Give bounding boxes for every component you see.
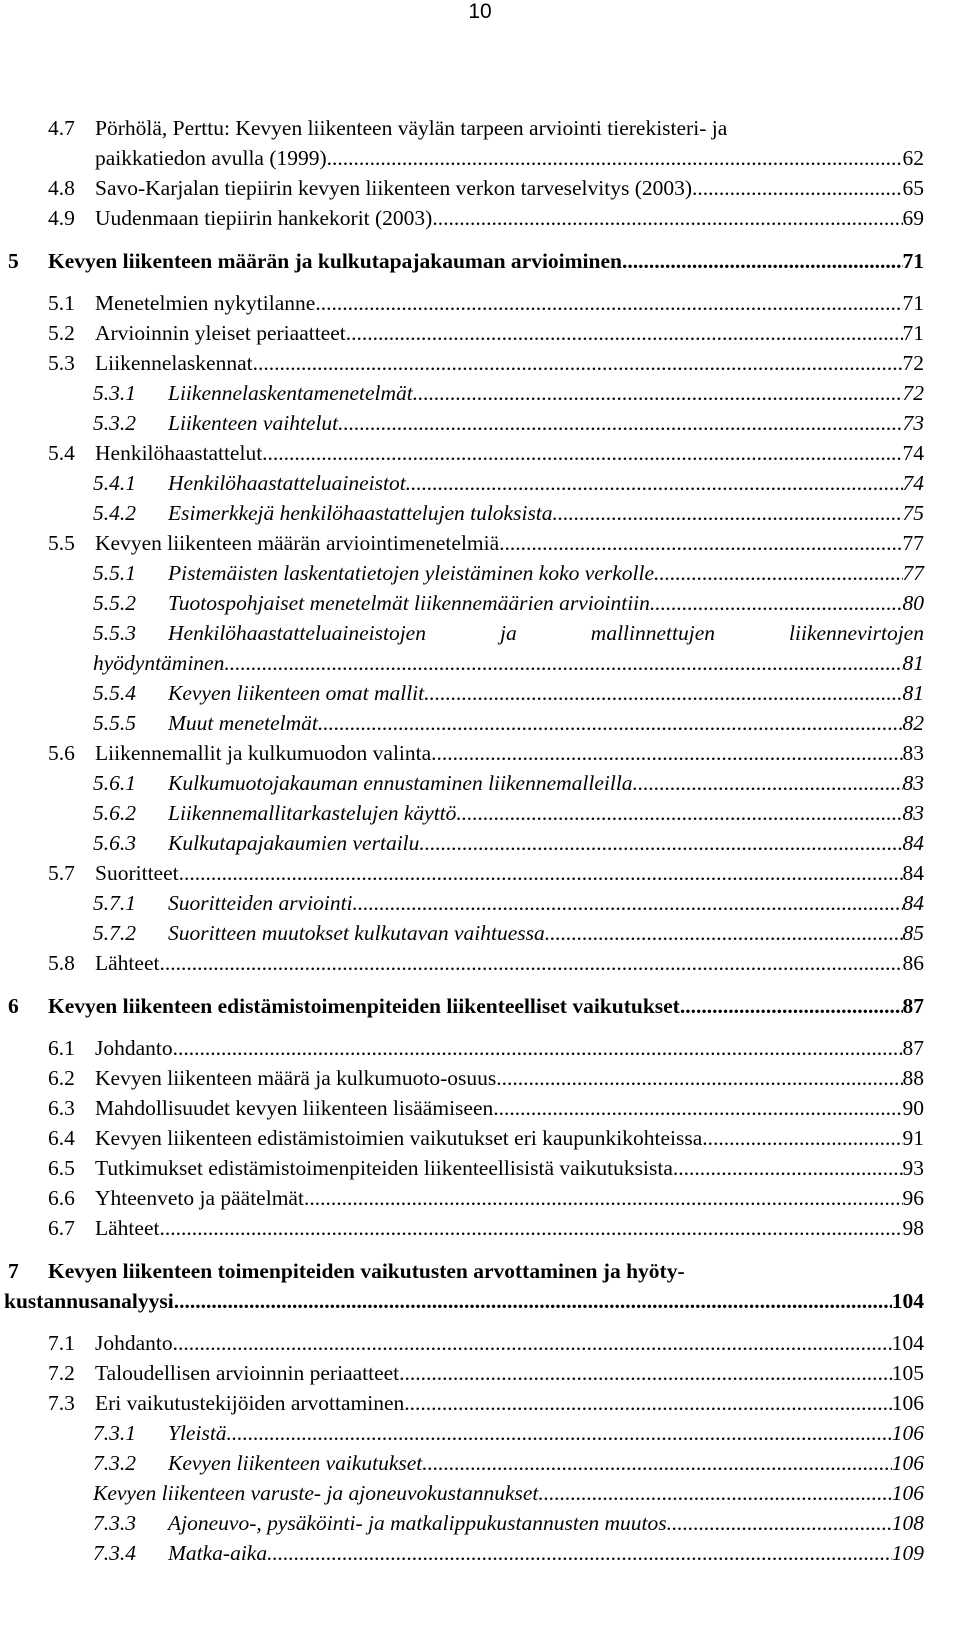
toc-entry-number: 5.6.3 — [93, 831, 136, 855]
toc-entry-page: 69 — [902, 206, 924, 230]
toc-entry-number: 5.7.2 — [93, 921, 136, 945]
toc-entry-number: 5.3 — [48, 351, 75, 375]
toc-entry-title: Kevyen liikenteen määrän arviointimenetelmiä — [95, 531, 500, 555]
toc-entry-number: 5.1 — [48, 291, 75, 315]
toc-leader-dots — [179, 860, 903, 886]
page-number: 10 — [468, 0, 492, 23]
toc-entry-title: Pörhölä, Perttu: Kevyen liikenteen väylän tarpeen arviointi tierekisteri- ja — [95, 116, 728, 140]
toc-entry-line — [168, 680, 924, 706]
toc-leader-dots — [413, 380, 903, 406]
toc-leader-dots — [174, 1288, 892, 1314]
toc-entry-page: 98 — [902, 1216, 924, 1240]
toc-entry-page: 71 — [902, 249, 924, 273]
toc-leader-dots — [262, 440, 902, 466]
toc-entry-title: Matka-aika — [168, 1541, 268, 1565]
toc-entry-page: 75 — [902, 501, 924, 525]
toc-entry-number: 6.7 — [48, 1216, 75, 1240]
toc-entry-page: 81 — [902, 681, 924, 705]
toc-entry-title: Kevyen liikenteen edistämistoimenpiteiden liikenteelliset vaikutukset — [48, 994, 680, 1018]
toc-leader-dots — [432, 205, 902, 231]
toc-leader-dots — [173, 1035, 903, 1061]
toc-entry-title: Kevyen liikenteen määrän ja kulkutapajakauman arvioiminen — [48, 249, 622, 273]
toc-entry-line — [168, 830, 924, 856]
toc-entry-number: 6.3 — [48, 1096, 75, 1120]
toc-entry-title-cont: kustannusanalyysi — [4, 1289, 174, 1313]
toc-entry-page: 96 — [902, 1186, 924, 1210]
toc-entry-line — [95, 1155, 924, 1181]
toc-entry-number: 5.6.1 — [93, 771, 136, 795]
toc-entry-number: 4.7 — [48, 116, 75, 140]
toc-entry-line — [95, 1065, 924, 1091]
toc-leader-dots — [545, 920, 903, 946]
toc-entry-line — [93, 1480, 924, 1506]
toc-entry-page: 104 — [891, 1331, 924, 1355]
toc-entry-page: 80 — [902, 591, 924, 615]
toc-entry-title — [168, 620, 924, 646]
toc-entry-number: 4.9 — [48, 206, 75, 230]
toc-entry-line — [95, 320, 924, 346]
toc-entry-page: 77 — [902, 531, 924, 555]
toc-entry-line — [95, 1095, 924, 1121]
toc-entry-title: Liikennelaskentamenetelmät — [168, 381, 413, 405]
toc-entry-title: Lähteet — [95, 951, 160, 975]
toc-entry-title: Kulkutapajakaumien vertailu — [168, 831, 420, 855]
toc-title-word: Henkilöhaastatteluaineistojen — [168, 621, 426, 645]
toc-leader-dots — [173, 1330, 892, 1356]
toc-entry-page: 106 — [891, 1451, 924, 1475]
toc-entry-line — [168, 920, 924, 946]
toc-entry-title: Liikennelaskennat — [95, 351, 253, 375]
toc-entry-page: 81 — [902, 651, 924, 675]
toc-entry-line — [168, 1450, 924, 1476]
toc-entry-line — [168, 890, 924, 916]
toc-entry-title: Liikenteen vaihtelut — [168, 411, 339, 435]
toc-leader-dots — [456, 800, 902, 826]
toc-leader-dots — [633, 770, 903, 796]
toc-entry-line — [4, 1288, 924, 1314]
toc-entry-line — [95, 1360, 924, 1386]
toc-entry-number: 5.7.1 — [93, 891, 136, 915]
toc-entry-line — [168, 380, 924, 406]
toc-entry-page: 84 — [902, 831, 924, 855]
toc-entry-page: 90 — [902, 1096, 924, 1120]
toc-entry-title: Johdanto — [95, 1036, 173, 1060]
toc-entry-title-cont: hyödyntäminen — [93, 651, 225, 675]
toc-entry-line — [168, 710, 924, 736]
toc-entry-line — [95, 145, 924, 171]
toc-entry-page: 86 — [902, 951, 924, 975]
toc-leader-dots — [702, 1125, 902, 1151]
toc-entry-title: Kevyen liikenteen varuste- ja ajoneuvokustannukset — [93, 1481, 539, 1505]
toc-entry-line — [95, 740, 924, 766]
toc-entry-line — [95, 440, 924, 466]
toc-entry-line — [168, 800, 924, 826]
toc-entry-number: 5.6 — [48, 741, 75, 765]
toc-entry-line — [95, 350, 924, 376]
toc-entry-page: 109 — [891, 1541, 924, 1565]
toc-entry-title: Liikennemallit ja kulkumuodon valinta — [95, 741, 432, 765]
toc-entry-line — [95, 1035, 924, 1061]
toc-entry-page: 83 — [902, 801, 924, 825]
toc-entry-page: 77 — [902, 561, 924, 585]
toc-entry-number: 5 — [8, 249, 19, 273]
toc-entry-title: Tuotospohjaiset menetelmät liikennemäärien arviointiin — [168, 591, 650, 615]
toc-entry-number: 7.3.4 — [93, 1541, 136, 1565]
toc-leader-dots — [422, 1450, 891, 1476]
toc-title-word: liikennevirtojen — [789, 621, 924, 645]
toc-entry-number: 5.4.2 — [93, 501, 136, 525]
toc-leader-dots — [667, 1510, 892, 1536]
toc-title-word: ja — [500, 621, 517, 645]
toc-leader-dots — [424, 680, 902, 706]
toc-entry-line — [95, 175, 924, 201]
toc-entry-title: Mahdollisuudet kevyen liikenteen lisäämiseen — [95, 1096, 494, 1120]
toc-entry-page: 93 — [902, 1156, 924, 1180]
toc-leader-dots — [673, 1155, 903, 1181]
toc-entry-page: 83 — [902, 771, 924, 795]
toc-entry-page: 71 — [902, 291, 924, 315]
toc-entry-number: 7.2 — [48, 1361, 75, 1385]
toc-entry-page: 62 — [902, 146, 924, 170]
toc-leader-dots — [419, 830, 902, 856]
toc-entry-title: Suoritteet — [95, 861, 179, 885]
toc-entry-number: 5.6.2 — [93, 801, 136, 825]
toc-entry-number: 7.3.1 — [93, 1421, 136, 1445]
toc-entry-page: 84 — [902, 891, 924, 915]
toc-entry-line — [168, 470, 924, 496]
toc-entry-number: 6.2 — [48, 1066, 75, 1090]
toc-entry-number: 5.3.1 — [93, 381, 136, 405]
toc-leader-dots — [267, 1540, 892, 1566]
toc-leader-dots — [224, 650, 902, 676]
toc-entry-title: Liikennemallitarkastelujen käyttö — [168, 801, 457, 825]
toc-entry-number: 5.5.5 — [93, 711, 136, 735]
toc-entry-number: 5.5.1 — [93, 561, 136, 585]
toc-entry-number: 5.7 — [48, 861, 75, 885]
toc-entry-number: 5.5 — [48, 531, 75, 555]
toc-entry-number: 5.5.4 — [93, 681, 136, 705]
toc-entry-number: 5.8 — [48, 951, 75, 975]
toc-entry-title: Suoritteiden arviointi — [168, 891, 353, 915]
toc-leader-dots — [338, 410, 902, 436]
toc-leader-dots — [499, 530, 902, 556]
toc-entry-page: 106 — [891, 1391, 924, 1415]
toc-leader-dots — [353, 890, 903, 916]
toc-entry-page: 108 — [891, 1511, 924, 1535]
toc-leader-dots — [346, 320, 903, 346]
toc-entry-line — [95, 1125, 924, 1151]
toc-entry-line — [168, 410, 924, 436]
toc-entry-title: Tutkimukset edistämistoimenpiteiden liikenteellisistä vaikutuksista — [95, 1156, 673, 1180]
toc-entry-page: 74 — [902, 441, 924, 465]
toc-leader-dots — [399, 1360, 892, 1386]
toc-entry-page: 87 — [902, 1036, 924, 1060]
toc-entry-number: 6.6 — [48, 1186, 75, 1210]
toc-entry-title: Taloudellisen arvioinnin periaatteet — [95, 1361, 400, 1385]
toc-entry-page: 91 — [902, 1126, 924, 1150]
toc-entry-number: 6.5 — [48, 1156, 75, 1180]
toc-entry-page: 82 — [902, 711, 924, 735]
toc-entry-number: 7 — [8, 1259, 19, 1283]
toc-entry-page: 65 — [902, 176, 924, 200]
toc-entry-page: 72 — [902, 381, 924, 405]
toc-entry-title: Ajoneuvo-, pysäköinti- ja matkalippukustannusten muutos — [168, 1511, 667, 1535]
toc-entry-page: 74 — [902, 471, 924, 495]
toc-entry-title: Lähteet — [95, 1216, 160, 1240]
toc-entry-title: Kevyen liikenteen toimenpiteiden vaikutusten arvottaminen ja hyöty- — [48, 1259, 685, 1283]
toc-entry-number: 7.3 — [48, 1391, 75, 1415]
toc-entry-line — [168, 770, 924, 796]
toc-entry-title: Johdanto — [95, 1331, 173, 1355]
toc-entry-title: Uudenmaan tiepiirin hankekorit (2003) — [95, 206, 433, 230]
toc-entry-number: 7.3.3 — [93, 1511, 136, 1535]
toc-leader-dots — [227, 1420, 892, 1446]
toc-entry-title: Kevyen liikenteen määrä ja kulkumuoto-osuus — [95, 1066, 497, 1090]
toc-entry-line — [95, 1215, 924, 1241]
toc-entry-page: 104 — [891, 1289, 924, 1313]
toc-leader-dots — [431, 740, 902, 766]
toc-entry-number: 5.3.2 — [93, 411, 136, 435]
toc-entry-line — [95, 1330, 924, 1356]
toc-entry-number: 5.2 — [48, 321, 75, 345]
toc-entry-line — [168, 1420, 924, 1446]
toc-leader-dots — [318, 710, 903, 736]
toc-entry-title: Kevyen liikenteen vaikutukset — [168, 1451, 423, 1475]
toc-entry-number: 5.5.3 — [93, 621, 136, 645]
toc-entry-title: Yhteenveto ja päätelmät — [95, 1186, 304, 1210]
toc-entry-title: Pistemäisten laskentatietojen yleistäminen koko verkolle — [168, 561, 654, 585]
toc-leader-dots — [650, 590, 903, 616]
toc-entry-page: 73 — [902, 411, 924, 435]
toc-entry-page: 71 — [902, 321, 924, 345]
toc-entry-number: 6.1 — [48, 1036, 75, 1060]
toc-entry-title: Muut menetelmät — [168, 711, 318, 735]
toc-leader-dots — [304, 1185, 903, 1211]
toc-entry-number: 5.4.1 — [93, 471, 136, 495]
toc-leader-dots — [493, 1095, 902, 1121]
toc-entry-page: 83 — [902, 741, 924, 765]
toc-leader-dots — [553, 500, 903, 526]
toc-entry-line — [48, 248, 924, 274]
toc-leader-dots — [253, 350, 903, 376]
toc-entry-title: Kulkumuotojakauman ennustaminen liikennemalleilla — [168, 771, 633, 795]
toc-entry-line — [95, 1185, 924, 1211]
toc-entry-line — [95, 860, 924, 886]
toc-entry-title: Kevyen liikenteen edistämistoimien vaikutukset eri kaupunkikohteissa — [95, 1126, 703, 1150]
toc-entry-number: 7.1 — [48, 1331, 75, 1355]
toc-entry-title-cont: paikkatiedon avulla (1999) — [95, 146, 327, 170]
toc-entry-title: Yleistä — [168, 1421, 227, 1445]
toc-entry-title: Esimerkkejä henkilöhaastattelujen tuloksista — [168, 501, 553, 525]
toc-title-word: mallinnettujen — [590, 621, 715, 645]
toc-entry-number: 6 — [8, 994, 19, 1018]
toc-entry-page: 85 — [902, 921, 924, 945]
toc-leader-dots — [654, 560, 903, 586]
toc-entry-line — [168, 1510, 924, 1536]
toc-entry-title: Arvioinnin yleiset periaatteet — [95, 321, 346, 345]
toc-entry-page: 106 — [891, 1421, 924, 1445]
toc-leader-dots — [496, 1065, 902, 1091]
toc-entry-line — [95, 290, 924, 316]
toc-entry-title: Savo-Karjalan tiepiirin kevyen liikenteen verkon tarveselvitys (2003) — [95, 176, 693, 200]
toc-leader-dots — [692, 175, 902, 201]
toc-entry-page: 88 — [902, 1066, 924, 1090]
toc-leader-dots — [538, 1480, 891, 1506]
toc-entry-number: 5.5.2 — [93, 591, 136, 615]
toc-entry-line — [95, 205, 924, 231]
toc-leader-dots — [159, 950, 902, 976]
toc-entry-title: Menetelmien nykytilanne — [95, 291, 316, 315]
toc-entry-page: 105 — [891, 1361, 924, 1385]
toc-entry-page: 87 — [902, 994, 924, 1018]
toc-leader-dots — [404, 1390, 891, 1416]
toc-entry-line — [95, 1390, 924, 1416]
toc-entry-page: 106 — [891, 1481, 924, 1505]
toc-entry-number: 5.4 — [48, 441, 75, 465]
toc-entry-line — [48, 993, 924, 1019]
toc-entry-number: 6.4 — [48, 1126, 75, 1150]
toc-entry-title: Eri vaikutustekijöiden arvottaminen — [95, 1391, 405, 1415]
toc-entry-line — [95, 530, 924, 556]
toc-leader-dots — [406, 470, 903, 496]
toc-entry-title: Kevyen liikenteen omat mallit — [168, 681, 425, 705]
toc-entry-line — [168, 560, 924, 586]
toc-entry-line — [95, 950, 924, 976]
toc-entry-line — [93, 650, 924, 676]
toc-entry-page: 84 — [902, 861, 924, 885]
toc-entry-line — [168, 1540, 924, 1566]
toc-entry-number: 4.8 — [48, 176, 75, 200]
toc-entry-title: Henkilöhaastattelut — [95, 441, 263, 465]
toc-leader-dots — [622, 248, 903, 274]
toc-leader-dots — [327, 145, 903, 171]
toc-leader-dots — [680, 993, 903, 1019]
toc-leader-dots — [159, 1215, 902, 1241]
toc-entry-page: 72 — [902, 351, 924, 375]
toc-entry-line — [168, 500, 924, 526]
toc-entry-title: Henkilöhaastatteluaineistot — [168, 471, 406, 495]
toc-entry-title: Suoritteen muutokset kulkutavan vaihtuessa — [168, 921, 545, 945]
toc-leader-dots — [315, 290, 902, 316]
toc-entry-number: 7.3.2 — [93, 1451, 136, 1475]
toc-entry-line — [168, 590, 924, 616]
